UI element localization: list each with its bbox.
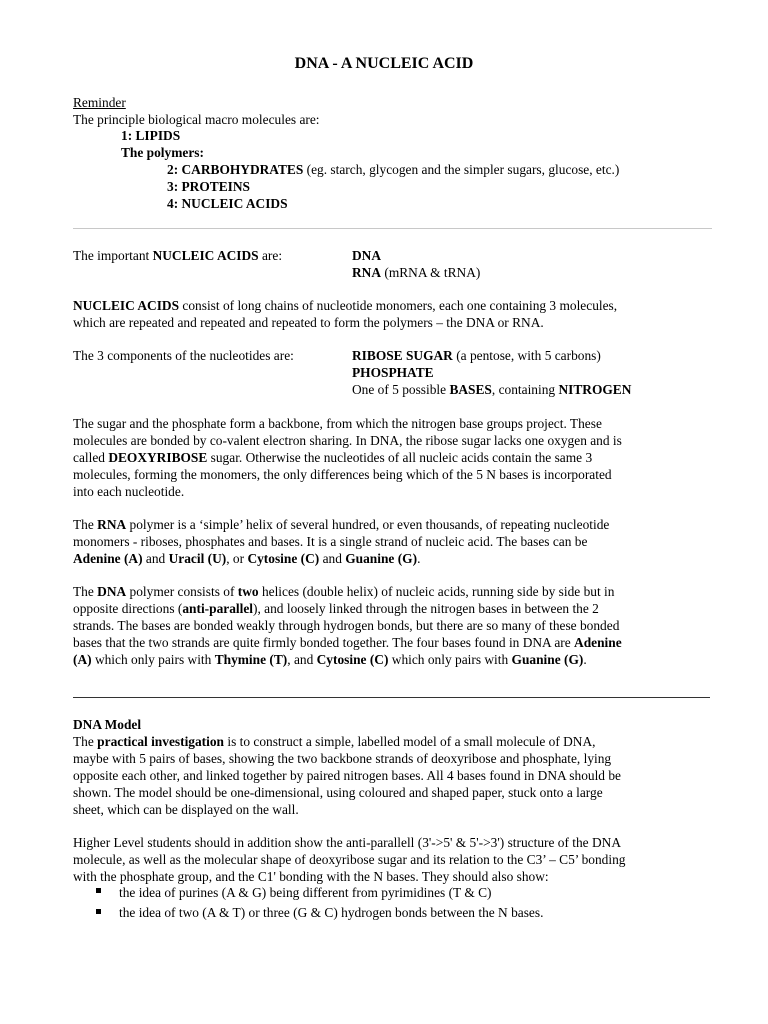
rna-l3-g: Guanine (G) xyxy=(345,551,418,566)
component-ribose xyxy=(352,347,601,364)
model-heading: DNA Model xyxy=(73,717,142,732)
dna-line-3: strands. The bases are bonded weakly through hydrogen bonds, but there are so many of these bonded xyxy=(73,618,620,633)
rna-line-2: monomers - riboses, phosphates and bases. It is a single strand of nucleic acid. The bases can be xyxy=(73,534,588,549)
consist-bold: NUCLEIC ACIDS xyxy=(73,298,180,313)
page-title: DNA - A NUCLEIC ACID xyxy=(294,55,474,72)
rna-label: RNA xyxy=(352,265,382,280)
rna-l3-f: and xyxy=(319,551,346,566)
bases-c: , containing xyxy=(491,382,559,397)
bases-a: One of 5 possible xyxy=(352,382,450,397)
dna-l5-h: . xyxy=(583,652,587,667)
reminder-heading: Reminder xyxy=(73,95,126,110)
sugar-l3-a: called xyxy=(73,450,109,465)
rna-l1-a: The xyxy=(73,517,98,532)
polymers-label: The polymers: xyxy=(121,145,204,160)
dna-l5-b: which only pairs with xyxy=(91,652,215,667)
rna-line-1 xyxy=(73,516,609,533)
rna-l3-c: Uracil (U) xyxy=(168,551,227,566)
dna-l5-e: Cytosine (C) xyxy=(316,652,389,667)
model-l1-c: is to construct a simple, labelled model of a small molecule of DNA, xyxy=(224,734,596,749)
bullet-item: the idea of purines (A & G) being different from pyrimidines (T & C) xyxy=(119,885,492,900)
important-label xyxy=(73,247,282,264)
higher-line-3: with the phosphate group, and the C1' bonding with the N bases. They should also show: xyxy=(73,869,549,884)
item-nucleic-acids: 4: NUCLEIC ACIDS xyxy=(167,196,288,211)
component-bases xyxy=(352,381,631,398)
dna-l1-d: two xyxy=(237,584,259,599)
sugar-l3-c: sugar. Otherwise the nucleotides of all nucleic acids contain the same 3 xyxy=(207,450,593,465)
sugar-line-3 xyxy=(73,449,592,466)
item-proteins: 3: PROTEINS xyxy=(167,179,250,194)
dna-line-5 xyxy=(73,651,587,668)
important-post: are: xyxy=(258,248,283,263)
dna-l2-b: anti-parallel xyxy=(182,601,254,616)
sugar-l3-b: DEOXYRIBOSE xyxy=(108,450,208,465)
rna-line-3 xyxy=(73,550,420,567)
consist-rest: consist of long chains of nucleotide monomers, each one containing 3 molecules, xyxy=(179,298,618,313)
dna-l2-c: ), and loosely linked through the nitrogen bases in between the 2 xyxy=(253,601,599,616)
item-lipids: 1: LIPIDS xyxy=(121,128,181,143)
component-phosphate: PHOSPHATE xyxy=(352,365,434,380)
dna-l2-a: opposite directions ( xyxy=(73,601,183,616)
dna-l5-f: which only pairs with xyxy=(388,652,512,667)
rna-note: (mRNA & tRNA) xyxy=(381,265,481,280)
carbohydrates-label: 2: CARBOHYDRATES xyxy=(167,162,304,177)
dna-l1-a: The xyxy=(73,584,98,599)
rna-l1-b: RNA xyxy=(97,517,127,532)
important-bold: NUCLEIC ACIDS xyxy=(152,248,259,263)
bullet-icon xyxy=(96,909,101,914)
rna-l1-c: polymer is a ‘simple’ helix of several hundred, or even thousands, of repeating nucleotide xyxy=(126,517,610,532)
model-line-5: sheet, which can be displayed on the wall. xyxy=(73,802,299,817)
dna-l1-e: helices (double helix) of nucleic acids, running side by side but in xyxy=(258,584,615,599)
dna-l1-b: DNA xyxy=(97,584,127,599)
bullet-item: the idea of two (A & T) or three (G & C) hydrogen bonds between the N bases. xyxy=(119,905,544,920)
bases-d: NITROGEN xyxy=(558,382,632,397)
rna-line xyxy=(352,264,480,281)
dna-line-2 xyxy=(73,600,599,617)
sugar-line-1: The sugar and the phosphate form a backbone, from which the nitrogen base groups project. These xyxy=(73,416,602,431)
rna-l3-d: , or xyxy=(226,551,248,566)
sugar-line-4: molecules, forming the monomers, the only differences being which of the 5 N bases is incorporated xyxy=(73,467,612,482)
model-line-1 xyxy=(73,733,596,750)
carbohydrates-note: (eg. starch, glycogen and the simpler sugars, glucose, etc.) xyxy=(303,162,620,177)
consist-line-1 xyxy=(73,297,617,314)
rna-l3-e: Cytosine (C) xyxy=(247,551,320,566)
important-pre: The important xyxy=(73,248,153,263)
dna-l5-c: Thymine (T) xyxy=(214,652,288,667)
rna-l3-b: and xyxy=(142,551,169,566)
consist-line-2: which are repeated and repeated and repeated to form the polymers – the DNA or RNA. xyxy=(73,315,544,330)
higher-line-1: Higher Level students should in addition show the anti-parallell (3'->5' & 5'->3') structure of the DNA xyxy=(73,835,621,850)
item-carbohydrates xyxy=(167,161,619,178)
dna-line-1 xyxy=(73,583,614,600)
model-l1-b: practical investigation xyxy=(97,734,224,749)
reminder-intro: The principle biological macro molecules are: xyxy=(73,112,320,127)
dna-label: DNA xyxy=(352,248,382,263)
dna-l5-d: , and xyxy=(287,652,317,667)
rna-l3-a: Adenine (A) xyxy=(73,551,143,566)
sugar-line-5: into each nucleotide. xyxy=(73,484,185,499)
bullet-icon xyxy=(96,888,101,893)
model-l1-a: The xyxy=(73,734,98,749)
components-label: The 3 components of the nucleotides are: xyxy=(73,348,294,363)
model-line-4: shown. The model should be one-dimensional, using coloured and shaped paper, stuck onto a large xyxy=(73,785,603,800)
higher-line-2: molecule, as well as the molecular shape of deoxyribose sugar and its relation to the C3’ – C5’ bonding xyxy=(73,852,626,867)
dna-l5-a: (A) xyxy=(73,652,92,667)
dna-l4-a: bases that the two strands are quite firmly bonded together. The four bases found in DNA are xyxy=(73,635,575,650)
sugar-line-2: molecules are bonded by co-valent electron sharing. In DNA, the ribose sugar lacks one oxygen and is xyxy=(73,433,622,448)
model-line-2: maybe with 5 pairs of bases, showing the two backbone strands of deoxyribose and phosphate, lying xyxy=(73,751,612,766)
ribose-bold: RIBOSE SUGAR xyxy=(352,348,453,363)
dna-l1-c: polymer consists of xyxy=(126,584,238,599)
model-line-3: opposite each other, and linked together by paired nitrogen bases. All 4 bases found in DNA should be xyxy=(73,768,621,783)
rna-l3-h: . xyxy=(417,551,421,566)
dna-l5-g: Guanine (G) xyxy=(511,652,584,667)
divider-dark xyxy=(73,697,710,698)
divider-light xyxy=(73,228,712,229)
ribose-note: (a pentose, with 5 carbons) xyxy=(452,348,601,363)
dna-line-4 xyxy=(73,634,622,651)
bases-b: BASES xyxy=(449,382,492,397)
dna-l4-b: Adenine xyxy=(574,635,622,650)
